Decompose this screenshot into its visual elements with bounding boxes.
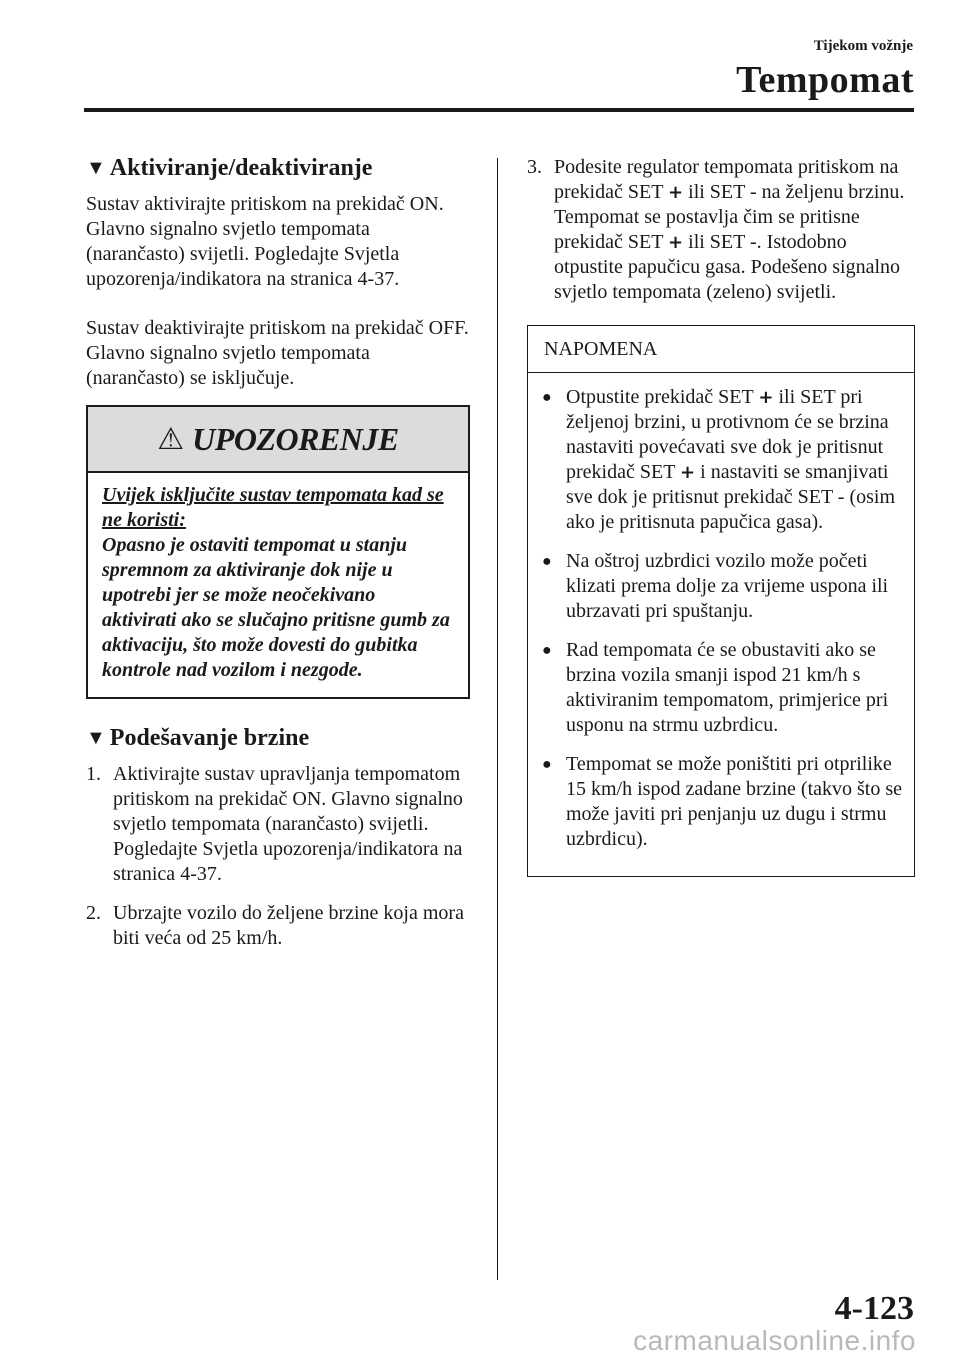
- warning-body: [88, 473, 468, 697]
- triangle-icon: ▼: [86, 727, 106, 749]
- list-item: ● Otpustite prekidač SET + ili SET pri željenoj brzini, u protivnom će se brzina nastaviti povećavati sve dok je pritisnut prekidač SET + i nastaviti se smanjivati sve dok je pritisnut prekidač SET - (osim ako je pritisnuta papučica gasa).: [542, 386, 896, 533]
- note-body: [528, 373, 914, 876]
- steps-list: [86, 762, 471, 951]
- bullet-icon: ●: [542, 389, 552, 406]
- warning-box: [86, 405, 470, 699]
- running-header-title: Tempomat: [736, 59, 914, 101]
- section-heading-text: Aktiviranje/deaktiviranje: [109, 155, 373, 181]
- plus-icon: +: [668, 232, 684, 253]
- list-item: [86, 762, 471, 887]
- column-divider: [497, 158, 498, 1280]
- section-heading-speed: [86, 725, 471, 752]
- step-number: 1.: [86, 763, 101, 785]
- bullet-icon: ●: [542, 553, 552, 570]
- step-number: 3.: [527, 156, 542, 178]
- list-item: [86, 901, 471, 951]
- plus-icon: +: [758, 387, 774, 408]
- step-text: Ubrzajte vozilo do željene brzine koja mora biti veća od 25 km/h.: [113, 902, 464, 949]
- page-number: 4-123: [834, 1290, 914, 1327]
- warning-underlined-text: Uvijek isključite sustav tempomata kad se ne koristi:: [102, 484, 444, 531]
- step-text: Aktivirajte sustav upravljanja tempomatom pritiskom na prekidač ON. Glavno signalno svjetlo tempomata (narančasto) svijetli. Pogledajte Svjetla upozorenja/indikatora na stranica 4-37.: [113, 763, 463, 885]
- triangle-icon: ▼: [86, 157, 106, 179]
- watermark: carmanualsonline.info: [633, 1325, 916, 1356]
- plus-icon: +: [668, 182, 684, 203]
- deactivation-paragraph: Sustav deaktivirajte pritiskom na prekidač OFF. Glavno signalno svjetlo tempomata (narančasto) se isključuje.: [86, 317, 469, 389]
- bullet-icon: ●: [542, 756, 552, 773]
- header-rule: [84, 108, 914, 112]
- section-heading-activation: [86, 155, 471, 182]
- list-item: ● Tempomat se može poništiti pri otprilike 15 km/h ispod zadane brzine (takvo što se može javiti pri penjanju uz dugu i strmu uzbrdicu).: [542, 753, 903, 850]
- plus-icon: +: [680, 462, 696, 483]
- warning-title: UPOZORENJE: [192, 420, 399, 457]
- activation-paragraph: Sustav aktivirajte pritiskom na prekidač ON. Glavno signalno svjetlo tempomata (narančasto) svijetli. Pogledajte Svjetla upozorenja/indikatora na stranica 4-37.: [86, 193, 444, 290]
- list-item: ● Rad tempomata će se obustaviti ako se brzina vozila smanji ispod 21 km/h s aktiviranim tempomatom, primjerice pri usponu na strmu uzbrdicu.: [542, 639, 889, 736]
- step-text: Podesite regulator tempomata pritiskom na prekidač SET + ili SET - na željenu brzinu. Tempomat se postavlja čim se pritisne prekidač SET + ili SET -. Istodobno otpustite papučicu gasa. Podešeno signalno svjetlo tempomata (zeleno) svijetli.: [554, 156, 905, 303]
- note-title: NAPOMENA: [528, 326, 914, 373]
- bullet-icon: ●: [542, 642, 552, 659]
- warning-header: [88, 407, 468, 473]
- list-item: ● Na oštroj uzbrdici vozilo može početi klizati prema dolje za vrijeme uspona ili ubrzavati pri spuštanju.: [542, 550, 889, 622]
- step-number: 2.: [86, 902, 101, 924]
- section-heading-text: Podešavanje brzine: [109, 725, 310, 751]
- running-header-subtitle: Tijekom vožnje: [813, 38, 913, 54]
- warning-icon: ⚠: [157, 422, 185, 456]
- warning-text: Opasno je ostaviti tempomat u stanju spremnom za aktiviranje dok nije u upotrebi jer se može neočekivano aktivirati ako se slučajno pritisne gumb za aktivaciju, što može dovesti do gubitka kontrole nad vozilom i nezgode.: [102, 534, 450, 681]
- left-column: [86, 155, 471, 965]
- right-column: [527, 155, 917, 877]
- note-box: [527, 325, 915, 877]
- list-item: [527, 155, 917, 305]
